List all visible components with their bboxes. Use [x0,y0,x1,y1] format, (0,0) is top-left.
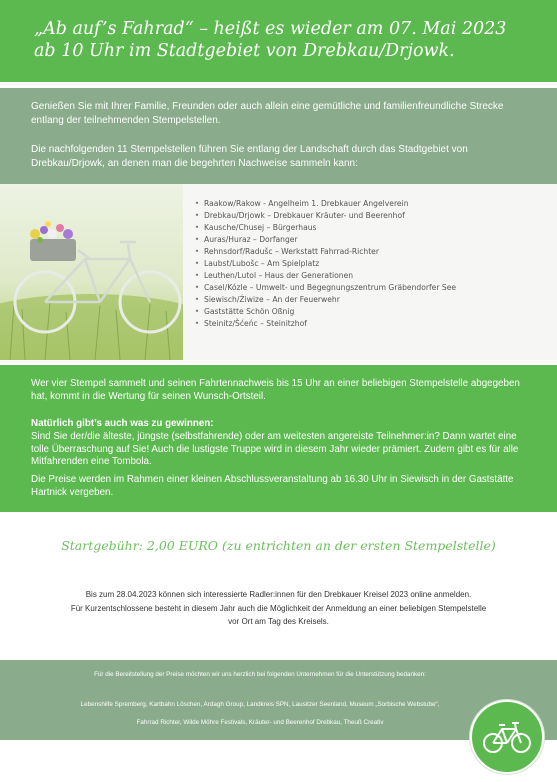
note-line-1: Bis zum 28.04.2023 können sich interessierte Radler:innen für den Drebkauer Kreisel 2023 online anmelden. [85,590,472,599]
competition-section [0,365,557,512]
bicycle-badge [470,700,544,774]
stations-section [0,184,557,360]
note-line-2: Für Kurzentschlossene besteht in diesem Jahr auch die Möglichkeit der Anmeldung an einer beliebigen Stempelstelle [70,603,487,613]
list-item: • Steinitz/Šćeńc – Steinitzhof [190,318,456,330]
competition-paragraph-2: Sind Sie der/die älteste, jüngste (selbstfahrende) oder am weitesten angereiste Teilnehmer:in? Dann wartet eine tolle Überraschung auf Sie! Auch die lustigste Truppe wird in diesem Jahr wieder prämiert. Zudem gibt es für alle Mitfahrenden eine Tombola. [31,431,519,468]
header-banner [0,0,557,82]
sponsors-line-2: Fahrrad Richter, Wilde Möhre Festivals, Kräuter- und Beerenhof Drebkau, Theuß Creativ [136,719,384,726]
competition-paragraph-3: Die Preise werden im Rahmen einer kleinen Abschlussveranstaltung ab 16.30 Uhr in Siewisch in der Gaststätte Hartnick vergeben. [31,474,514,498]
thanks-text: Für die Bereitstellung der Preise möchten wir uns herzlich bei folgenden Unternehmen für die Unterstützung bedanken: [94,671,426,678]
prize-heading: Natürlich gibt’s auch was zu gewinnen: [31,418,214,429]
list-item: • Auras/Huraz – Dorfanger [190,234,456,246]
registration-note [0,588,557,629]
list-item: • Kausche/Chusej – Bürgerhaus [190,222,456,234]
title-line-2: ab 10 Uhr im Stadtgebiet von Drebkau/Drjowk. [34,41,455,61]
list-item: • Laubst/Lubošc – Am Spielplatz [190,258,456,270]
station-list [190,198,456,330]
bicycle-photo [0,184,183,360]
start-fee: Startgebühr: 2,00 EURO (zu entrichten an der ersten Stempelstelle) [61,538,496,553]
note-line-3: vor Ort am Tag des Kreisels. [228,617,329,626]
competition-paragraph-1: Wer vier Stempel sammelt und seinen Fahrtennachweis bis 15 Uhr an einer beliebigen Stempelstelle abgegeben hat, kommt in die Wertung für seinen Wunsch-Ortsteil. [31,378,520,402]
intro-paragraph-1: Genießen Sie mit Ihrer Familie, Freunden oder auch allein eine gemütliche und familienfreundliche Strecke entlang der teilnehmenden Stempelstellen. [31,101,504,126]
list-item: • Rehnsdorf/Radušc – Werkstatt Fahrrad-Richter [190,246,456,258]
list-item: • Drebkau/Drjowk – Drebkauer Kräuter- und Beerenhof [190,210,456,222]
list-item: • Casel/Kózle – Umwelt- und Begegnungszentrum Gräbendorfer See [190,282,456,294]
list-item: • Siewisch/Źiwize – An der Feuerwehr [190,294,456,306]
title-line-1: „Ab auf’s Fahrad“ – heißt es wieder am 07. Mai 2023 [34,19,507,39]
list-item: • Raakow/Rakow - Angelheim 1. Drebkauer Angelverein [190,198,456,210]
sponsors-line-1: Lebenshilfe Spremberg, Kartbahn Löschen, Ardagh Group, Landkreis SPN, Lausitzer Seenland, Museum „Sorbische Webstube“, [80,701,440,708]
list-item: • Leuthen/Lutol – Haus der Generationen [190,270,456,282]
bicycle-icon [482,720,532,754]
intro-section [0,88,557,184]
intro-paragraph-2: Die nachfolgenden 11 Stempelstellen führen Sie entlang der Landschaft durch das Stadtgebiet von Drebkau/Drjowk, an denen man die begehrten Nachweise sammeln kann: [31,144,468,169]
list-item: • Gaststätte Schön Oßnig [190,306,456,318]
page-title [34,18,534,62]
